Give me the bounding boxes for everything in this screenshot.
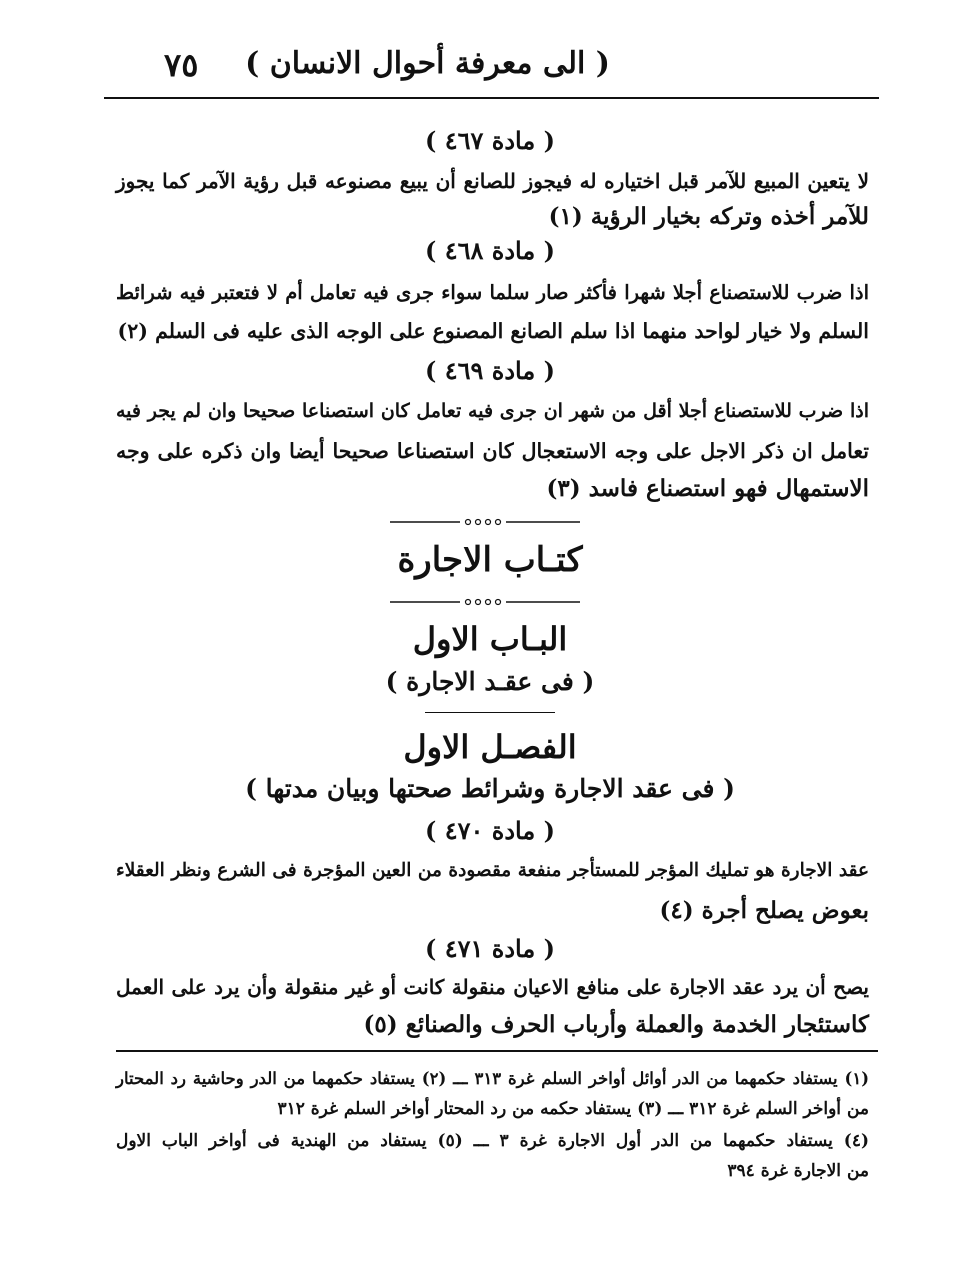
page-number: ٧٥ <box>164 46 199 84</box>
footnote-rule <box>116 1050 878 1052</box>
article-heading: ( مادة ٤٧١ ) <box>425 934 555 963</box>
article-line: لا يتعين المبيع للآمر قبل اختياره له فيجوز للصانع أن يبيع مصنوعه قبل رؤية الآمر كما يجوز <box>116 169 869 193</box>
footnote-line: (٤) يستفاد حكمهما من الدر أول الاجارة غرة ٣ ـــ (٥) يستفاد من الهندية فى أواخر الباب الاول <box>116 1131 869 1151</box>
article-line: عقد الاجارة هو تمليك المؤجر للمستأجر منفعة مقصودة من العين المؤجرة فى الشرع ونظر العقلاء <box>116 860 869 881</box>
article-line: اذا ضرب للاستصناع أجلا شهرا فأكثر صار سلما سواء جرى فيه تعامل أم لا فتعتبر فيه شرائط <box>116 281 869 304</box>
footnote-line: من أواخر السلم غرة ٣١٢ ـــ (٣) يستفاد حكمه من رد المحتار أواخر السلم غرة ٣١٢ <box>277 1099 869 1119</box>
article-line: تعامل ان ذكر الاجل على وجه الاستعجال كان استصناعا صحيحا أيضا وان ذكره على وجه <box>116 439 869 463</box>
article-line: كاستئجار الخدمة والعملة وأرباب الحرف والصنائع (٥) <box>363 1011 869 1038</box>
footnote-line: من الاجارة غرة ٣٩٤ <box>727 1161 869 1181</box>
article-heading: ( مادة ٤٧٠ ) <box>425 816 555 845</box>
section-subtitle: ( فى عقد الاجارة وشرائط صحتها وبيان مدتها ) <box>245 774 735 803</box>
running-title: ( الى معرفة أحوال الانسان ) <box>245 46 610 81</box>
book-title: كتـاب الاجارة <box>397 540 583 580</box>
article-heading: ( مادة ٤٦٧ ) <box>425 126 555 155</box>
article-line: يصح أن يرد عقد الاجارة على منافع الاعيان منقولة كانت أو غير منقولة وأن يرد على العمل <box>116 975 869 999</box>
article-line: اذا ضرب للاستصناع أجلا أقل من شهر ان جرى فيه تعامل كان استصناعا صحيحا وان لم يجر فيه <box>116 400 869 422</box>
chapter-subtitle: ( فى عقـد الاجارة ) <box>385 667 595 696</box>
footnote-line: (١) يستفاد حكمهما من الدر أوائل أواخر السلم غرة ٣١٣ ـــ (٢) يستفاد حكمهما من الدر وحاشية رد المحتار <box>116 1069 869 1088</box>
header-rule <box>104 97 879 99</box>
chapter-title: البـاب الاول <box>412 620 568 658</box>
running-header <box>120 46 880 96</box>
section-rule <box>425 712 555 713</box>
ornament-divider <box>390 517 580 527</box>
article-line: الاستمهال فهو استصناع فاسد (٣) <box>546 475 869 502</box>
article-line: بعوض يصلح أجرة (٤) <box>659 897 869 924</box>
section-title: الفصـل الاول <box>403 728 577 766</box>
article-line: السلم ولا خيار لواحد منهما اذا سلم الصانع المصنوع على الوجه الذى عليه فى السلم (٢) <box>117 319 869 343</box>
ornament-divider <box>390 597 580 607</box>
article-line: للآمر أخذه وتركه بخيار الرؤية (١) <box>548 203 869 230</box>
article-heading: ( مادة ٤٦٩ ) <box>425 356 555 385</box>
article-heading: ( مادة ٤٦٨ ) <box>425 236 555 265</box>
